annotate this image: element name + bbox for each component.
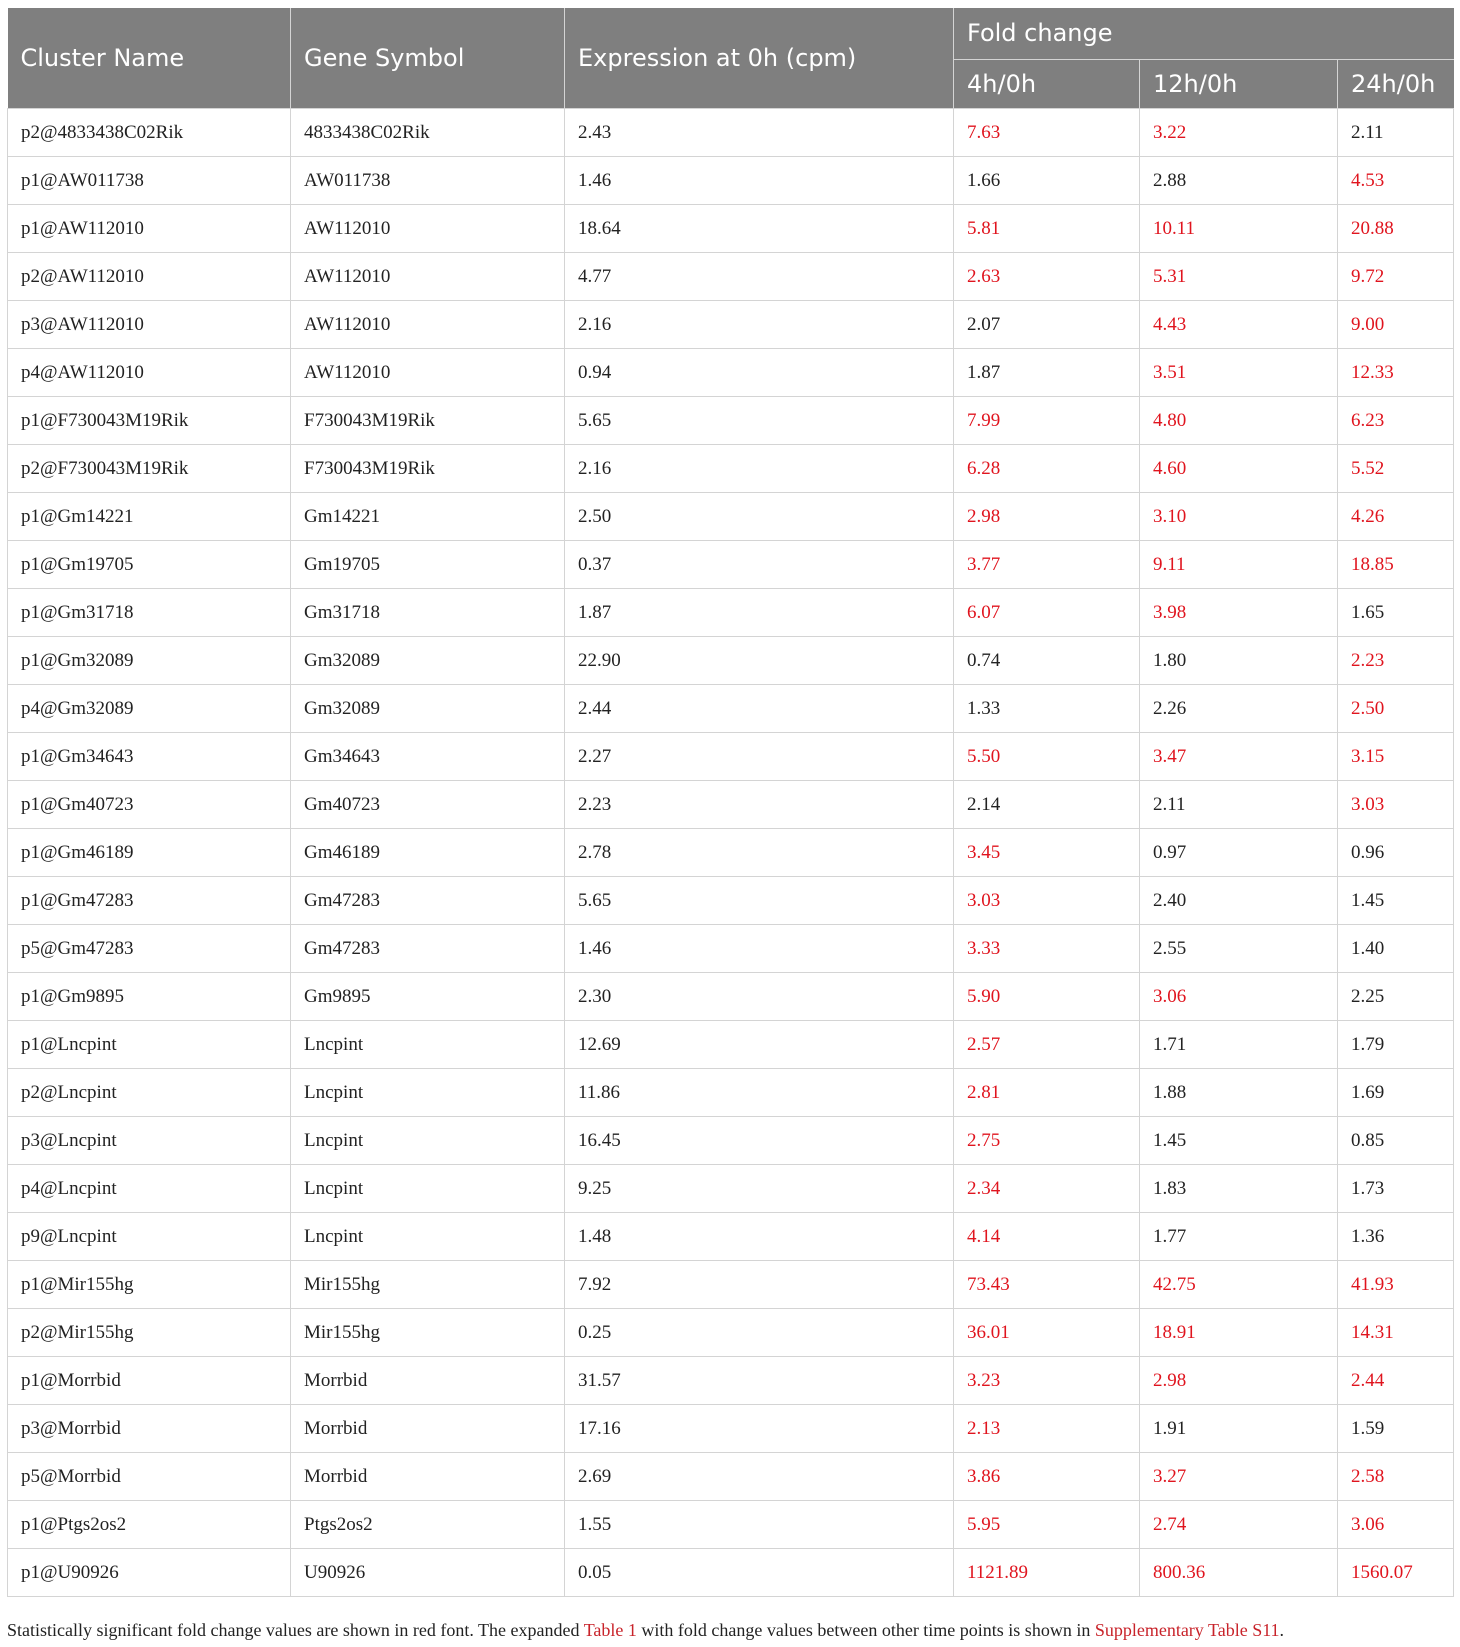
fold-change-4h-cell: 2.81 xyxy=(954,1069,1140,1117)
cluster-name-cell: p2@AW112010 xyxy=(8,253,291,301)
header-fold-change: Fold change xyxy=(954,8,1454,59)
cluster-name-cell: p1@Gm46189 xyxy=(8,829,291,877)
fold-change-24h-cell: 1.79 xyxy=(1338,1021,1454,1069)
fold-change-24h-cell: 0.96 xyxy=(1338,829,1454,877)
gene-symbol-cell: Lncpint xyxy=(291,1117,565,1165)
fold-change-24h-cell: 9.72 xyxy=(1338,253,1454,301)
cluster-name-cell: p9@Lncpint xyxy=(8,1213,291,1261)
fold-change-4h-cell: 2.13 xyxy=(954,1405,1140,1453)
cluster-name-cell: p1@AW112010 xyxy=(8,205,291,253)
fold-change-24h-cell: 2.23 xyxy=(1338,637,1454,685)
fold-change-24h-cell: 3.06 xyxy=(1338,1501,1454,1549)
table-1-link[interactable]: Table 1 xyxy=(583,1620,637,1640)
fold-change-12h-cell: 2.98 xyxy=(1140,1357,1338,1405)
expression-cell: 2.69 xyxy=(565,1453,954,1501)
fold-change-4h-cell: 6.07 xyxy=(954,589,1140,637)
table-row xyxy=(8,109,1454,157)
expression-cell: 0.94 xyxy=(565,349,954,397)
table-row xyxy=(8,1021,1454,1069)
table-row xyxy=(8,1165,1454,1213)
fold-change-24h-cell: 3.03 xyxy=(1338,781,1454,829)
table-body xyxy=(8,109,1454,1597)
gene-symbol-cell: F730043M19Rik xyxy=(291,397,565,445)
table-footnote xyxy=(7,1620,1453,1641)
fold-change-4h-cell: 73.43 xyxy=(954,1261,1140,1309)
table-row xyxy=(8,685,1454,733)
table-row xyxy=(8,493,1454,541)
cluster-name-cell: p4@Lncpint xyxy=(8,1165,291,1213)
table-header xyxy=(8,8,1454,109)
fold-change-12h-cell: 2.40 xyxy=(1140,877,1338,925)
fold-change-12h-cell: 42.75 xyxy=(1140,1261,1338,1309)
fold-change-12h-cell: 1.91 xyxy=(1140,1405,1338,1453)
cluster-name-cell: p1@Gm19705 xyxy=(8,541,291,589)
gene-symbol-cell: AW112010 xyxy=(291,349,565,397)
supplementary-table-link[interactable]: Supplementary Table S11 xyxy=(1094,1620,1280,1640)
fold-change-4h-cell: 5.50 xyxy=(954,733,1140,781)
fold-change-4h-cell: 3.33 xyxy=(954,925,1140,973)
expression-cell: 0.37 xyxy=(565,541,954,589)
expression-cell: 2.16 xyxy=(565,301,954,349)
fold-change-12h-cell: 3.98 xyxy=(1140,589,1338,637)
header-cluster-name: Cluster Name xyxy=(8,8,291,109)
fold-change-4h-cell: 2.07 xyxy=(954,301,1140,349)
table-row xyxy=(8,1549,1454,1597)
gene-symbol-cell: Gm47283 xyxy=(291,877,565,925)
footnote-text-2: with fold change values between other time points is shown in xyxy=(636,1620,1095,1640)
fold-change-4h-cell: 2.14 xyxy=(954,781,1140,829)
fold-change-4h-cell: 3.77 xyxy=(954,541,1140,589)
fold-change-4h-cell: 5.81 xyxy=(954,205,1140,253)
table-row xyxy=(8,733,1454,781)
table-row xyxy=(8,973,1454,1021)
table-row xyxy=(8,1501,1454,1549)
cluster-name-cell: p3@AW112010 xyxy=(8,301,291,349)
table-row xyxy=(8,1213,1454,1261)
fold-change-12h-cell: 3.27 xyxy=(1140,1453,1338,1501)
fold-change-4h-cell: 7.63 xyxy=(954,109,1140,157)
expression-cell: 0.05 xyxy=(565,1549,954,1597)
fold-change-12h-cell: 4.80 xyxy=(1140,397,1338,445)
expression-cell: 18.64 xyxy=(565,205,954,253)
fold-change-12h-cell: 1.71 xyxy=(1140,1021,1338,1069)
fold-change-12h-cell: 1.77 xyxy=(1140,1213,1338,1261)
table-row xyxy=(8,541,1454,589)
expression-cell: 2.23 xyxy=(565,781,954,829)
gene-symbol-cell: F730043M19Rik xyxy=(291,445,565,493)
fold-change-12h-cell: 10.11 xyxy=(1140,205,1338,253)
fold-change-4h-cell: 2.63 xyxy=(954,253,1140,301)
fold-change-4h-cell: 6.28 xyxy=(954,445,1140,493)
table-row xyxy=(8,637,1454,685)
expression-cell: 1.48 xyxy=(565,1213,954,1261)
expression-cell: 2.50 xyxy=(565,493,954,541)
fold-change-12h-cell: 5.31 xyxy=(1140,253,1338,301)
expression-cell: 0.25 xyxy=(565,1309,954,1357)
gene-symbol-cell: Gm46189 xyxy=(291,829,565,877)
cluster-name-cell: p5@Gm47283 xyxy=(8,925,291,973)
fold-change-24h-cell: 0.85 xyxy=(1338,1117,1454,1165)
fold-change-24h-cell: 14.31 xyxy=(1338,1309,1454,1357)
fold-change-4h-cell: 4.14 xyxy=(954,1213,1140,1261)
fold-change-24h-cell: 2.58 xyxy=(1338,1453,1454,1501)
fold-change-12h-cell: 3.22 xyxy=(1140,109,1338,157)
cluster-name-cell: p1@U90926 xyxy=(8,1549,291,1597)
expression-cell: 2.27 xyxy=(565,733,954,781)
fold-change-12h-cell: 9.11 xyxy=(1140,541,1338,589)
fold-change-24h-cell: 1.36 xyxy=(1338,1213,1454,1261)
gene-symbol-cell: Gm32089 xyxy=(291,637,565,685)
expression-cell: 1.87 xyxy=(565,589,954,637)
cluster-name-cell: p3@Lncpint xyxy=(8,1117,291,1165)
fold-change-4h-cell: 1.33 xyxy=(954,685,1140,733)
table-row xyxy=(8,877,1454,925)
expression-cell: 2.30 xyxy=(565,973,954,1021)
cluster-name-cell: p1@Mir155hg xyxy=(8,1261,291,1309)
cluster-name-cell: p1@Ptgs2os2 xyxy=(8,1501,291,1549)
cluster-name-cell: p1@Gm47283 xyxy=(8,877,291,925)
cluster-name-cell: p4@Gm32089 xyxy=(8,685,291,733)
expression-cell: 1.46 xyxy=(565,925,954,973)
fold-change-12h-cell: 800.36 xyxy=(1140,1549,1338,1597)
fold-change-12h-cell: 2.74 xyxy=(1140,1501,1338,1549)
fold-change-4h-cell: 36.01 xyxy=(954,1309,1140,1357)
gene-symbol-cell: Gm31718 xyxy=(291,589,565,637)
expression-cell: 5.65 xyxy=(565,877,954,925)
gene-symbol-cell: Morrbid xyxy=(291,1405,565,1453)
expression-cell: 16.45 xyxy=(565,1117,954,1165)
fold-change-24h-cell: 2.11 xyxy=(1338,109,1454,157)
fold-change-24h-cell: 3.15 xyxy=(1338,733,1454,781)
fold-change-12h-cell: 2.26 xyxy=(1140,685,1338,733)
header-expression: Expression at 0h (cpm) xyxy=(565,8,954,109)
fold-change-24h-cell: 41.93 xyxy=(1338,1261,1454,1309)
gene-symbol-cell: Gm32089 xyxy=(291,685,565,733)
header-fc-4h: 4h/0h xyxy=(954,59,1140,109)
cluster-name-cell: p1@Lncpint xyxy=(8,1021,291,1069)
gene-symbol-cell: Lncpint xyxy=(291,1213,565,1261)
fold-change-12h-cell: 4.43 xyxy=(1140,301,1338,349)
cluster-name-cell: p2@Lncpint xyxy=(8,1069,291,1117)
fold-change-12h-cell: 1.80 xyxy=(1140,637,1338,685)
fold-change-4h-cell: 1.66 xyxy=(954,157,1140,205)
fold-change-12h-cell: 18.91 xyxy=(1140,1309,1338,1357)
gene-symbol-cell: 4833438C02Rik xyxy=(291,109,565,157)
expression-cell: 7.92 xyxy=(565,1261,954,1309)
gene-symbol-cell: Lncpint xyxy=(291,1069,565,1117)
fold-change-12h-cell: 0.97 xyxy=(1140,829,1338,877)
table-row xyxy=(8,1309,1454,1357)
cluster-name-cell: p1@AW011738 xyxy=(8,157,291,205)
expression-cell: 22.90 xyxy=(565,637,954,685)
fold-change-24h-cell: 1560.07 xyxy=(1338,1549,1454,1597)
gene-symbol-cell: Morrbid xyxy=(291,1453,565,1501)
gene-symbol-cell: Morrbid xyxy=(291,1357,565,1405)
cluster-name-cell: p1@Gm31718 xyxy=(8,589,291,637)
fold-change-4h-cell: 2.34 xyxy=(954,1165,1140,1213)
fold-change-12h-cell: 1.45 xyxy=(1140,1117,1338,1165)
fold-change-12h-cell: 3.51 xyxy=(1140,349,1338,397)
cluster-name-cell: p1@Gm9895 xyxy=(8,973,291,1021)
cluster-name-cell: p1@F730043M19Rik xyxy=(8,397,291,445)
table-container xyxy=(7,8,1453,1597)
gene-symbol-cell: Gm19705 xyxy=(291,541,565,589)
table-row xyxy=(8,301,1454,349)
gene-symbol-cell: AW112010 xyxy=(291,253,565,301)
table-row xyxy=(8,445,1454,493)
gene-symbol-cell: Lncpint xyxy=(291,1021,565,1069)
gene-symbol-cell: Gm40723 xyxy=(291,781,565,829)
footnote-text-3: . xyxy=(1279,1620,1285,1640)
fold-change-24h-cell: 6.23 xyxy=(1338,397,1454,445)
table-row xyxy=(8,925,1454,973)
table-row xyxy=(8,157,1454,205)
fold-change-24h-cell: 2.44 xyxy=(1338,1357,1454,1405)
table-row xyxy=(8,1117,1454,1165)
fold-change-12h-cell: 1.88 xyxy=(1140,1069,1338,1117)
cluster-name-cell: p2@4833438C02Rik xyxy=(8,109,291,157)
fold-change-4h-cell: 1121.89 xyxy=(954,1549,1140,1597)
fold-change-24h-cell: 1.59 xyxy=(1338,1405,1454,1453)
footnote-text-1: Statistically significant fold change values are shown in red font. The expanded xyxy=(7,1620,584,1640)
gene-symbol-cell: U90926 xyxy=(291,1549,565,1597)
table-row xyxy=(8,349,1454,397)
fold-change-4h-cell: 2.98 xyxy=(954,493,1140,541)
fold-change-4h-cell: 3.03 xyxy=(954,877,1140,925)
fold-change-24h-cell: 1.45 xyxy=(1338,877,1454,925)
fold-change-12h-cell: 3.10 xyxy=(1140,493,1338,541)
expression-cell: 2.78 xyxy=(565,829,954,877)
cluster-name-cell: p1@Gm14221 xyxy=(8,493,291,541)
table-row xyxy=(8,829,1454,877)
fold-change-4h-cell: 1.87 xyxy=(954,349,1140,397)
cluster-name-cell: p2@F730043M19Rik xyxy=(8,445,291,493)
cluster-name-cell: p2@Mir155hg xyxy=(8,1309,291,1357)
expression-cell: 2.43 xyxy=(565,109,954,157)
expression-cell: 1.55 xyxy=(565,1501,954,1549)
gene-symbol-cell: Ptgs2os2 xyxy=(291,1501,565,1549)
fold-change-12h-cell: 2.55 xyxy=(1140,925,1338,973)
fold-change-4h-cell: 5.95 xyxy=(954,1501,1140,1549)
header-fc-24h: 24h/0h xyxy=(1338,59,1454,109)
gene-symbol-cell: AW011738 xyxy=(291,157,565,205)
gene-symbol-cell: AW112010 xyxy=(291,301,565,349)
gene-symbol-cell: Gm14221 xyxy=(291,493,565,541)
table-row xyxy=(8,205,1454,253)
fold-change-24h-cell: 9.00 xyxy=(1338,301,1454,349)
fold-change-4h-cell: 0.74 xyxy=(954,637,1140,685)
fold-change-24h-cell: 1.65 xyxy=(1338,589,1454,637)
gene-symbol-cell: Gm9895 xyxy=(291,973,565,1021)
expression-cell: 5.65 xyxy=(565,397,954,445)
table-row xyxy=(8,1405,1454,1453)
table-row xyxy=(8,1453,1454,1501)
fold-change-4h-cell: 3.86 xyxy=(954,1453,1140,1501)
expression-cell: 1.46 xyxy=(565,157,954,205)
fold-change-table xyxy=(7,8,1454,1597)
fold-change-12h-cell: 2.88 xyxy=(1140,157,1338,205)
table-row xyxy=(8,397,1454,445)
fold-change-24h-cell: 4.26 xyxy=(1338,493,1454,541)
fold-change-24h-cell: 20.88 xyxy=(1338,205,1454,253)
table-row xyxy=(8,781,1454,829)
cluster-name-cell: p1@Gm32089 xyxy=(8,637,291,685)
gene-symbol-cell: Gm47283 xyxy=(291,925,565,973)
table-row xyxy=(8,1069,1454,1117)
gene-symbol-cell: Mir155hg xyxy=(291,1309,565,1357)
gene-symbol-cell: Lncpint xyxy=(291,1165,565,1213)
header-gene-symbol: Gene Symbol xyxy=(291,8,565,109)
fold-change-4h-cell: 7.99 xyxy=(954,397,1140,445)
fold-change-12h-cell: 3.47 xyxy=(1140,733,1338,781)
fold-change-24h-cell: 5.52 xyxy=(1338,445,1454,493)
gene-symbol-cell: AW112010 xyxy=(291,205,565,253)
table-row xyxy=(8,253,1454,301)
fold-change-24h-cell: 1.69 xyxy=(1338,1069,1454,1117)
fold-change-12h-cell: 3.06 xyxy=(1140,973,1338,1021)
fold-change-24h-cell: 4.53 xyxy=(1338,157,1454,205)
fold-change-24h-cell: 1.73 xyxy=(1338,1165,1454,1213)
fold-change-24h-cell: 2.50 xyxy=(1338,685,1454,733)
cluster-name-cell: p5@Morrbid xyxy=(8,1453,291,1501)
expression-cell: 11.86 xyxy=(565,1069,954,1117)
fold-change-24h-cell: 12.33 xyxy=(1338,349,1454,397)
expression-cell: 4.77 xyxy=(565,253,954,301)
fold-change-4h-cell: 2.75 xyxy=(954,1117,1140,1165)
fold-change-24h-cell: 18.85 xyxy=(1338,541,1454,589)
expression-cell: 2.44 xyxy=(565,685,954,733)
header-fc-12h: 12h/0h xyxy=(1140,59,1338,109)
expression-cell: 2.16 xyxy=(565,445,954,493)
fold-change-12h-cell: 4.60 xyxy=(1140,445,1338,493)
table-row xyxy=(8,589,1454,637)
table-row xyxy=(8,1261,1454,1309)
table-row xyxy=(8,1357,1454,1405)
gene-symbol-cell: Mir155hg xyxy=(291,1261,565,1309)
expression-cell: 12.69 xyxy=(565,1021,954,1069)
fold-change-24h-cell: 1.40 xyxy=(1338,925,1454,973)
fold-change-4h-cell: 2.57 xyxy=(954,1021,1140,1069)
expression-cell: 9.25 xyxy=(565,1165,954,1213)
fold-change-12h-cell: 2.11 xyxy=(1140,781,1338,829)
fold-change-24h-cell: 2.25 xyxy=(1338,973,1454,1021)
fold-change-4h-cell: 5.90 xyxy=(954,973,1140,1021)
fold-change-4h-cell: 3.45 xyxy=(954,829,1140,877)
expression-cell: 17.16 xyxy=(565,1405,954,1453)
expression-cell: 31.57 xyxy=(565,1357,954,1405)
cluster-name-cell: p1@Morrbid xyxy=(8,1357,291,1405)
gene-symbol-cell: Gm34643 xyxy=(291,733,565,781)
fold-change-4h-cell: 3.23 xyxy=(954,1357,1140,1405)
cluster-name-cell: p1@Gm40723 xyxy=(8,781,291,829)
cluster-name-cell: p3@Morrbid xyxy=(8,1405,291,1453)
fold-change-12h-cell: 1.83 xyxy=(1140,1165,1338,1213)
cluster-name-cell: p1@Gm34643 xyxy=(8,733,291,781)
cluster-name-cell: p4@AW112010 xyxy=(8,349,291,397)
